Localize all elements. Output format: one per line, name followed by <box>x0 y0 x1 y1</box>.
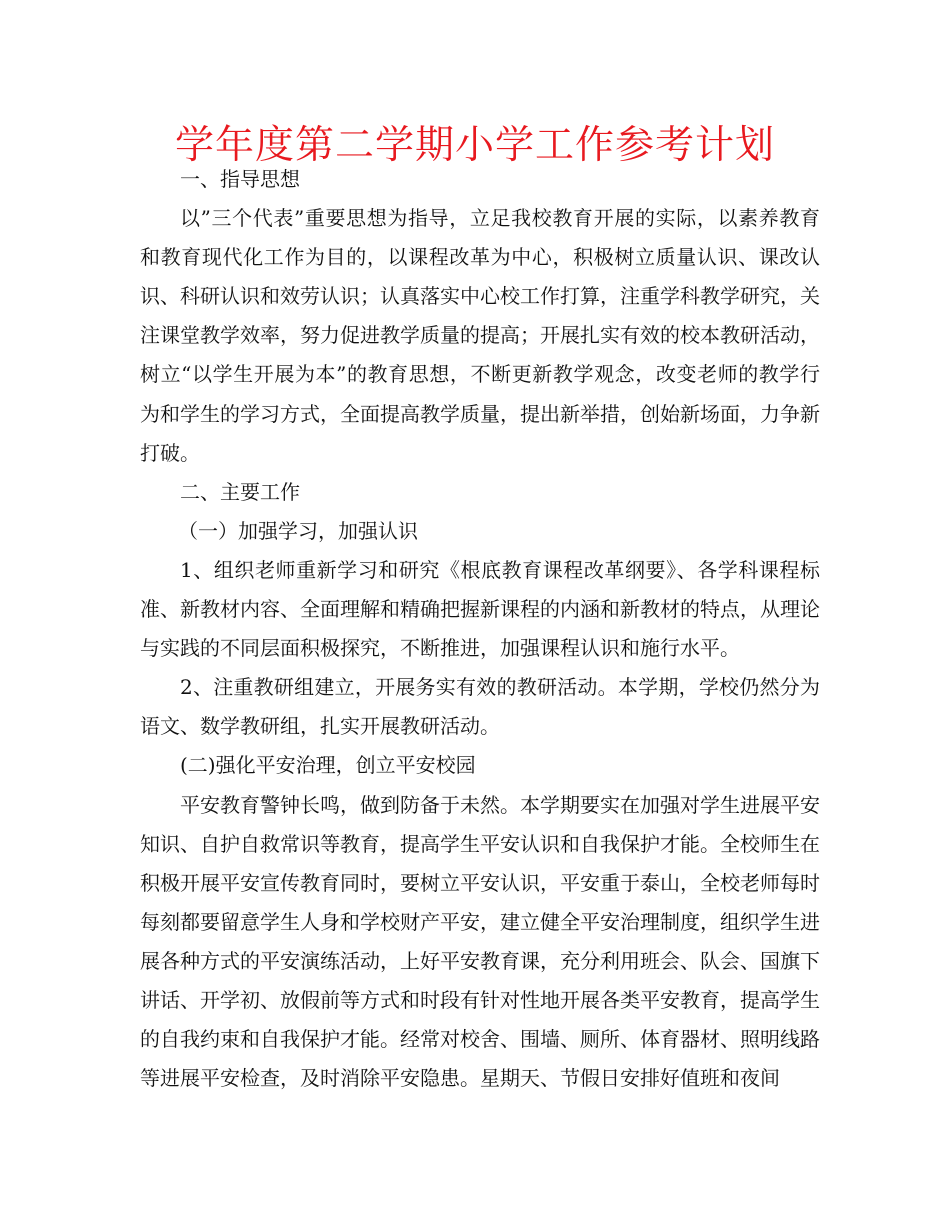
section-heading-guiding-ideology: 一、指导思想 <box>180 167 300 191</box>
paragraph-item-1: 1、组织老师重新学习和研究《根底教育课程改革纲要》、各学科课程标准、新教材内容、全面理解和精确把握新课程的内涵和新教材的特点，从理论与实践的不同层面积极探究，不断推进，加强课程认识和施行水平。 <box>140 557 820 661</box>
subheading-strengthen-learning: （一）加强学习，加强认识 <box>178 518 418 543</box>
paragraph-guiding-ideology: 以”三个代表”重要思想为指导，立足我校教育开展的实际，以素养教育和教育现代化工作为目的，以课程改革为中心，积极树立质量认识、课改认识、科研认识和效劳认识；认真落实中心校工作打算，注重学科教学研究，关注课堂教学效率，努力促进教学质量的提高；开展扎实有效的校本教研活动，树立“以学生开展为本”的教育思想，不断更新教学观念，改变老师的教学行为和学生的学习方式，全面提高教学质量，提出新举措，创始新场面，力争新打破。 <box>140 206 820 465</box>
paragraph-item-2: 2、注重教研组建立，开展务实有效的教研活动。本学期，学校仍然分为语文、数学教研组，扎实开展教研活动。 <box>140 675 820 739</box>
document-title: 学年度第二学期小学工作参考计划 <box>174 123 775 168</box>
document-body <box>140 160 820 1098</box>
section-heading-main-work: 二、主要工作 <box>180 479 300 504</box>
paragraph-safety-education: 平安教育警钟长鸣，做到防备于未然。本学期要实在加强对学生进展平安知识、自护自救常识等教育，提高学生平安认识和自我保护才能。全校师生在积极开展平安宣传教育同时，要树立平安认识，平安重于泰山，全校老师每时每刻都要留意学生人身和学校财产平安，建立健全平安治理制度，组织学生进展各种方式的平安演练活动，上好平安教育课，充分利用班会、队会、国旗下讲话、开学初、放假前等方式和时段有针对性地开展各类平安教育，提高学生的自我约束和自我保护才能。经常对校舍、围墙、厕所、体育器材、照明线路等进展平安检查，及时消除平安隐患。星期天、节假日安排好值班和夜间 <box>140 792 820 1091</box>
subheading-safety-management: (二)强化平安治理，创立平安校园 <box>180 753 476 778</box>
